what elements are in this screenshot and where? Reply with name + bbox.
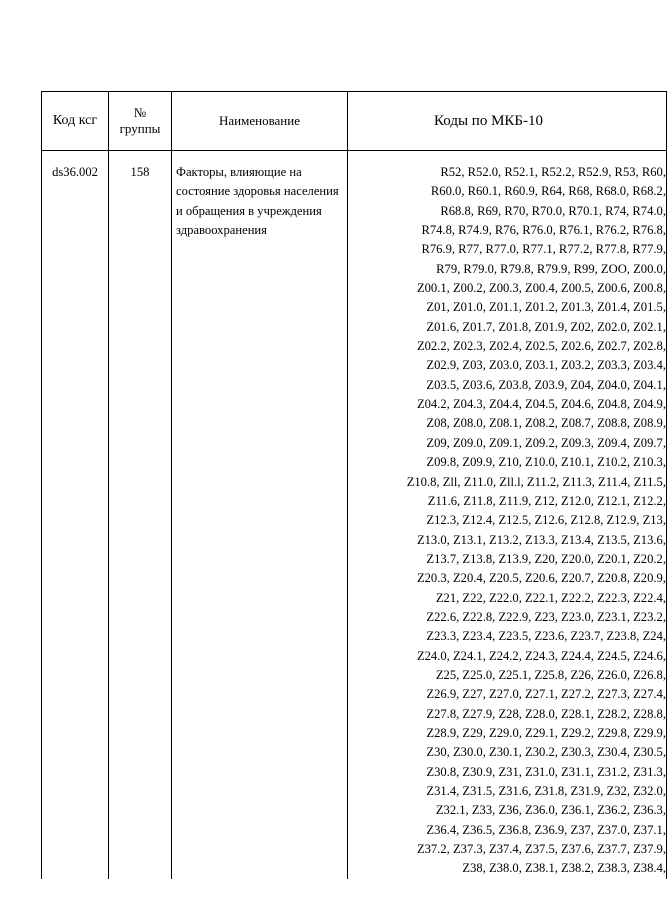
icd-code-line: R52, R52.0, R52.1, R52.2, R52.9, R53, R60, <box>440 165 666 179</box>
icd-code-line: Z30.8, Z30.9, Z31, Z31.0, Z31.1, Z31.2, Z31.3, <box>426 764 666 779</box>
icd-code-line: R74.8, R74.9, R76, R76.0, R76.1, R76.2, R76.8, <box>421 223 666 238</box>
icd-code-line: Z28.9, Z29, Z29.0, Z29.1, Z29.2, Z29.8, Z29.9, <box>426 725 666 740</box>
icd-code-line: Z00.1, Z00.2, Z00.3, Z00.4, Z00.5, Z00.6, Z00.8, <box>416 281 666 296</box>
icd-code-line: Z37.2, Z37.3, Z37.4, Z37.5, Z37.6, Z37.7, Z37.9, <box>416 842 666 857</box>
icd-code-line: Z38, Z38.0, Z38.1, Z38.2, Z38.3, Z38.4, <box>462 861 666 876</box>
icd-code-line: Z09.8, Z09.9, Z10, Z10.0, Z10.1, Z10.2, Z10.3, <box>426 455 666 470</box>
icd-code-line: Z13.0, Z13.1, Z13.2, Z13.3, Z13.4, Z13.5, Z13.6, <box>416 532 666 547</box>
cell-name: Факторы, влияющие на состояние здоровья населения и обращения в учреждения здравоохранения <box>172 151 348 879</box>
icd-code-line: R79, R79.0, R79.8, R79.9, R99, ZOO, Z00.0, <box>436 261 666 276</box>
icd-code-line: Z32.1, Z33, Z36, Z36.0, Z36.1, Z36.2, Z36.3, <box>435 803 666 818</box>
icd-code-line: Z03.5, Z03.6, Z03.8, Z03.9, Z04, Z04.0, Z04.1, <box>426 377 666 392</box>
icd-code-line: Z21, Z22, Z22.0, Z22.1, Z22.2, Z22.3, Z22.4, <box>435 590 666 605</box>
icd-code-line: Z02.9, Z03, Z03.0, Z03.1, Z03.2, Z03.3, Z03.4, <box>426 358 666 373</box>
cell-group-number: 158 <box>109 151 172 879</box>
icd-code-line: R60.0, R60.1, R60.9, R64, R68, R68.0, R68.2, <box>430 184 666 199</box>
header-icd-codes: Коды по МКБ-10 <box>348 92 667 151</box>
icd-code-line: Z22.6, Z22.8, Z22.9, Z23, Z23.0, Z23.1, Z23.2, <box>426 609 666 624</box>
icd-code-line: Z08, Z08.0, Z08.1, Z08.2, Z08.7, Z08.8, Z08.9, <box>426 416 666 431</box>
icd-code-line: Z24.0, Z24.1, Z24.2, Z24.3, Z24.4, Z24.5, Z24.6, <box>416 648 666 663</box>
table-header-row <box>42 92 667 151</box>
icd-code-line: R76.9, R77, R77.0, R77.1, R77.2, R77.8, R77.9, <box>421 242 666 257</box>
icd-code-line: Z09, Z09.0, Z09.1, Z09.2, Z09.3, Z09.4, Z09.7, <box>426 435 666 450</box>
table-row <box>42 151 667 879</box>
header-group-num-sign: № <box>133 105 147 121</box>
icd-code-line: R68.8, R69, R70, R70.0, R70.1, R74, R74.0, <box>440 203 666 218</box>
header-group <box>109 92 172 151</box>
icd-code-line: Z02.2, Z02.3, Z02.4, Z02.5, Z02.6, Z02.7, Z02.8, <box>416 339 666 354</box>
icd-code-line: Z30, Z30.0, Z30.1, Z30.2, Z30.3, Z30.4, Z30.5, <box>426 745 666 760</box>
header-code: Код ксг <box>42 92 109 151</box>
icd-code-line: Z11.6, Z11.8, Z11.9, Z12, Z12.0, Z12.1, Z12.2, <box>427 493 666 508</box>
icd-code-line: Z23.3, Z23.4, Z23.5, Z23.6, Z23.7, Z23.8, Z24, <box>426 629 666 644</box>
header-name: Наименование <box>172 92 348 151</box>
cell-ksg-code: ds36.002 <box>42 151 109 879</box>
codes-table <box>41 91 667 879</box>
icd-code-line: Z31.4, Z31.5, Z31.6, Z31.8, Z31.9, Z32, Z32.0, <box>426 784 666 798</box>
icd-code-line: Z04.2, Z04.3, Z04.4, Z04.5, Z04.6, Z04.8, Z04.9, <box>416 397 666 412</box>
icd-code-line: Z27.8, Z27.9, Z28, Z28.0, Z28.1, Z28.2, Z28.8, <box>426 706 666 721</box>
icd-code-line: Z10.8, Zll, Z11.0, Zll.l, Z11.2, Z11.3, Z11.4, Z11.5, <box>406 474 666 489</box>
icd-code-line: Z25, Z25.0, Z25.1, Z25.8, Z26, Z26.0, Z26.8, <box>435 667 666 682</box>
icd-code-line: Z01, Z01.0, Z01.1, Z01.2, Z01.3, Z01.4, Z01.5, <box>426 300 666 315</box>
icd-code-line: Z12.3, Z12.4, Z12.5, Z12.6, Z12.8, Z12.9, Z13, <box>426 513 666 528</box>
header-group-label: группы <box>119 121 161 136</box>
icd-code-line: Z36.4, Z36.5, Z36.8, Z36.9, Z37, Z37.0, Z37.1, <box>426 822 666 837</box>
icd-code-line: Z20.3, Z20.4, Z20.5, Z20.6, Z20.7, Z20.8, Z20.9, <box>416 571 666 586</box>
cell-icd-codes <box>348 151 667 879</box>
icd-code-line: Z13.7, Z13.8, Z13.9, Z20, Z20.0, Z20.1, Z20.2, <box>426 551 666 566</box>
icd-code-line: Z26.9, Z27, Z27.0, Z27.1, Z27.2, Z27.3, Z27.4, <box>426 687 666 702</box>
icd-code-line: Z01.6, Z01.7, Z01.8, Z01.9, Z02, Z02.0, Z02.1, <box>426 319 666 334</box>
